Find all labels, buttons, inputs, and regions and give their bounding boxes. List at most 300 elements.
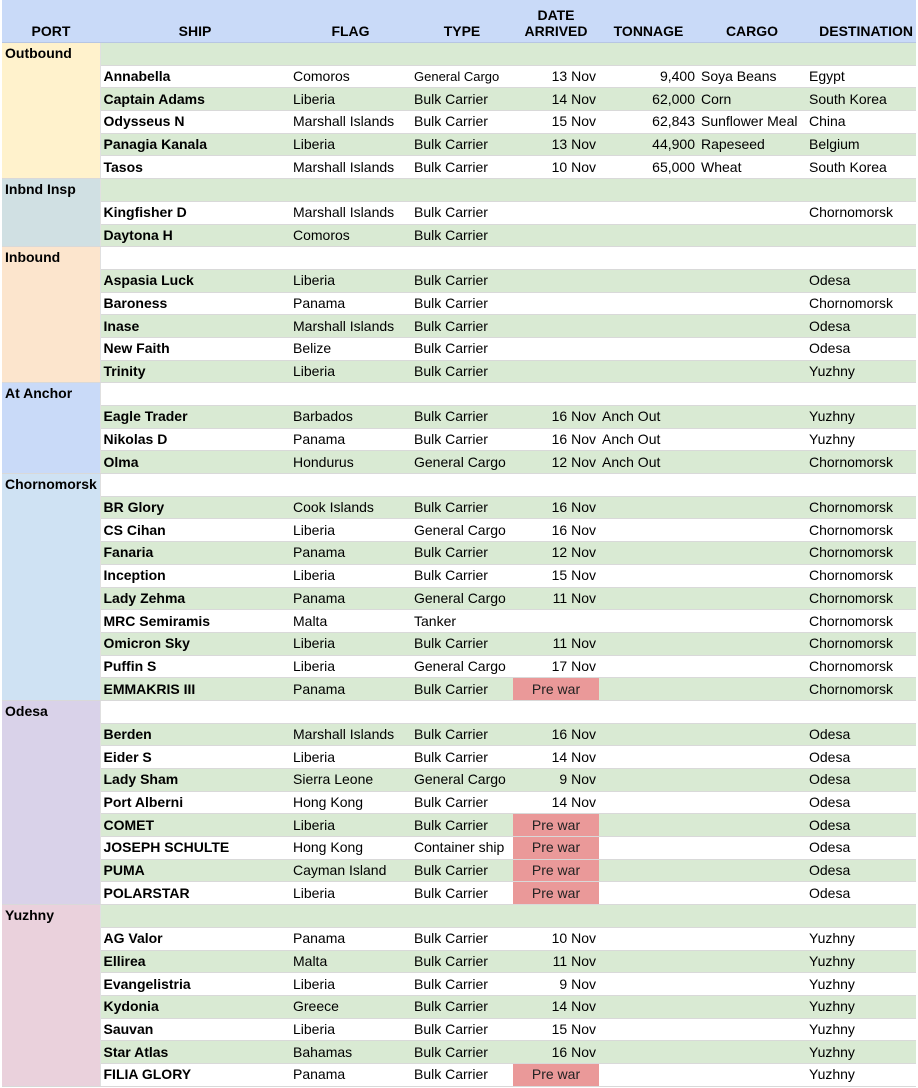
date-arrived-cell[interactable] xyxy=(513,269,599,292)
date-arrived-cell[interactable]: 12 Nov xyxy=(513,542,599,565)
type-cell[interactable]: Bulk Carrier xyxy=(411,746,513,769)
section-spacer-cell[interactable] xyxy=(100,905,916,928)
tonnage-cell[interactable]: 9,400 xyxy=(599,65,698,88)
ship-name-cell[interactable]: Daytona H xyxy=(100,224,290,247)
type-cell[interactable]: Bulk Carrier xyxy=(411,859,513,882)
destination-cell[interactable]: Chornomorsk xyxy=(806,632,916,655)
destination-cell[interactable]: Odesa xyxy=(806,837,916,860)
type-cell[interactable]: Bulk Carrier xyxy=(411,1041,513,1064)
ship-name-cell[interactable]: Odysseus N xyxy=(100,111,290,134)
cargo-cell[interactable] xyxy=(698,224,806,247)
date-arrived-cell[interactable]: 15 Nov xyxy=(513,111,599,134)
ship-name-cell[interactable]: Sauvan xyxy=(100,1018,290,1041)
date-arrived-cell[interactable]: 12 Nov xyxy=(513,451,599,474)
destination-cell[interactable]: Chornomorsk xyxy=(806,678,916,701)
flag-cell[interactable]: Liberia xyxy=(290,269,411,292)
tonnage-cell[interactable] xyxy=(599,746,698,769)
date-arrived-cell[interactable]: 17 Nov xyxy=(513,655,599,678)
cargo-cell[interactable] xyxy=(698,746,806,769)
date-arrived-cell[interactable] xyxy=(513,315,599,338)
col-header-cargo[interactable]: CARGO xyxy=(698,0,806,43)
ship-name-cell[interactable]: Omicron Sky xyxy=(100,632,290,655)
ship-name-cell[interactable]: MRC Semiramis xyxy=(100,610,290,633)
ship-name-cell[interactable]: PUMA xyxy=(100,859,290,882)
destination-cell[interactable]: Odesa xyxy=(806,859,916,882)
date-arrived-cell[interactable] xyxy=(513,337,599,360)
port-group-label[interactable]: Inbnd Insp xyxy=(2,179,100,247)
flag-cell[interactable]: Panama xyxy=(290,927,411,950)
cargo-cell[interactable] xyxy=(698,973,806,996)
date-arrived-cell[interactable] xyxy=(513,610,599,633)
flag-cell[interactable]: Barbados xyxy=(290,406,411,429)
destination-cell[interactable]: Chornomorsk xyxy=(806,292,916,315)
cargo-cell[interactable]: Wheat xyxy=(698,156,806,179)
destination-cell[interactable]: Chornomorsk xyxy=(806,519,916,542)
cargo-cell[interactable] xyxy=(698,655,806,678)
destination-cell[interactable]: Yuzhny xyxy=(806,1041,916,1064)
type-cell[interactable]: Bulk Carrier xyxy=(411,315,513,338)
flag-cell[interactable]: Liberia xyxy=(290,133,411,156)
tonnage-cell[interactable]: Anch Out xyxy=(599,406,698,429)
ship-name-cell[interactable]: COMET xyxy=(100,814,290,837)
type-cell[interactable]: Bulk Carrier xyxy=(411,201,513,224)
tonnage-cell[interactable] xyxy=(599,950,698,973)
cargo-cell[interactable] xyxy=(698,1041,806,1064)
ship-name-cell[interactable]: EMMAKRIS III xyxy=(100,678,290,701)
type-cell[interactable]: Bulk Carrier xyxy=(411,973,513,996)
cargo-cell[interactable] xyxy=(698,360,806,383)
cargo-cell[interactable] xyxy=(698,837,806,860)
flag-cell[interactable]: Bahamas xyxy=(290,1041,411,1064)
ship-name-cell[interactable]: Aspasia Luck xyxy=(100,269,290,292)
flag-cell[interactable]: Marshall Islands xyxy=(290,111,411,134)
cargo-cell[interactable] xyxy=(698,950,806,973)
cargo-cell[interactable] xyxy=(698,315,806,338)
destination-cell[interactable]: Yuzhny xyxy=(806,927,916,950)
date-arrived-cell[interactable]: Pre war xyxy=(513,859,599,882)
destination-cell[interactable]: Chornomorsk xyxy=(806,587,916,610)
flag-cell[interactable]: Belize xyxy=(290,337,411,360)
flag-cell[interactable]: Liberia xyxy=(290,360,411,383)
destination-cell[interactable]: Odesa xyxy=(806,814,916,837)
tonnage-cell[interactable] xyxy=(599,837,698,860)
destination-cell[interactable]: Odesa xyxy=(806,315,916,338)
cargo-cell[interactable] xyxy=(698,927,806,950)
type-cell[interactable]: Bulk Carrier xyxy=(411,428,513,451)
tonnage-cell[interactable] xyxy=(599,973,698,996)
type-cell[interactable]: Container ship xyxy=(411,837,513,860)
type-cell[interactable]: Bulk Carrier xyxy=(411,133,513,156)
col-header-ship[interactable]: SHIP xyxy=(100,0,290,43)
col-header-date-arrived[interactable] xyxy=(513,0,599,43)
type-cell[interactable]: General Cargo xyxy=(411,519,513,542)
col-header-port[interactable]: PORT xyxy=(2,0,100,43)
flag-cell[interactable]: Greece xyxy=(290,995,411,1018)
flag-cell[interactable]: Panama xyxy=(290,428,411,451)
col-header-destination[interactable]: DESTINATION xyxy=(806,0,916,43)
tonnage-cell[interactable] xyxy=(599,927,698,950)
date-arrived-cell[interactable]: 16 Nov xyxy=(513,406,599,429)
ship-name-cell[interactable]: AG Valor xyxy=(100,927,290,950)
date-arrived-cell[interactable]: 14 Nov xyxy=(513,746,599,769)
tonnage-cell[interactable] xyxy=(599,882,698,905)
flag-cell[interactable]: Comoros xyxy=(290,224,411,247)
tonnage-cell[interactable] xyxy=(599,337,698,360)
destination-cell[interactable]: Chornomorsk xyxy=(806,655,916,678)
type-cell[interactable]: Bulk Carrier xyxy=(411,406,513,429)
destination-cell[interactable]: Chornomorsk xyxy=(806,451,916,474)
date-arrived-cell[interactable]: 15 Nov xyxy=(513,1018,599,1041)
date-arrived-cell[interactable]: 10 Nov xyxy=(513,927,599,950)
port-group-label[interactable]: Inbound xyxy=(2,247,100,383)
date-arrived-cell[interactable]: Pre war xyxy=(513,678,599,701)
ship-name-cell[interactable]: Lady Sham xyxy=(100,769,290,792)
tonnage-cell[interactable] xyxy=(599,814,698,837)
tonnage-cell[interactable] xyxy=(599,610,698,633)
cargo-cell[interactable] xyxy=(698,564,806,587)
date-arrived-cell[interactable]: Pre war xyxy=(513,882,599,905)
cargo-cell[interactable] xyxy=(698,1063,806,1086)
flag-cell[interactable]: Liberia xyxy=(290,882,411,905)
tonnage-cell[interactable] xyxy=(599,678,698,701)
section-spacer-cell[interactable] xyxy=(100,43,916,66)
type-cell[interactable]: Bulk Carrier xyxy=(411,292,513,315)
date-arrived-cell[interactable]: 16 Nov xyxy=(513,1041,599,1064)
tonnage-cell[interactable]: 65,000 xyxy=(599,156,698,179)
cargo-cell[interactable] xyxy=(698,496,806,519)
type-cell[interactable]: Bulk Carrier xyxy=(411,496,513,519)
section-spacer-cell[interactable] xyxy=(100,474,916,497)
date-arrived-cell[interactable]: Pre war xyxy=(513,837,599,860)
flag-cell[interactable]: Panama xyxy=(290,1063,411,1086)
flag-cell[interactable]: Cook Islands xyxy=(290,496,411,519)
destination-cell[interactable]: Odesa xyxy=(806,791,916,814)
cargo-cell[interactable] xyxy=(698,814,806,837)
type-cell[interactable]: Bulk Carrier xyxy=(411,927,513,950)
ship-name-cell[interactable]: Lady Zehma xyxy=(100,587,290,610)
date-arrived-cell[interactable]: 16 Nov xyxy=(513,428,599,451)
destination-cell[interactable]: Chornomorsk xyxy=(806,201,916,224)
section-spacer-cell[interactable] xyxy=(100,179,916,202)
tonnage-cell[interactable]: 62,843 xyxy=(599,111,698,134)
flag-cell[interactable]: Liberia xyxy=(290,519,411,542)
destination-cell[interactable]: Belgium xyxy=(806,133,916,156)
destination-cell[interactable]: Odesa xyxy=(806,723,916,746)
flag-cell[interactable]: Cayman Island xyxy=(290,859,411,882)
tonnage-cell[interactable]: 44,900 xyxy=(599,133,698,156)
type-cell[interactable]: General Cargo xyxy=(411,769,513,792)
destination-cell[interactable]: South Korea xyxy=(806,88,916,111)
cargo-cell[interactable]: Sunflower Meal xyxy=(698,111,806,134)
flag-cell[interactable]: Liberia xyxy=(290,88,411,111)
cargo-cell[interactable] xyxy=(698,769,806,792)
tonnage-cell[interactable] xyxy=(599,519,698,542)
destination-cell[interactable]: Odesa xyxy=(806,337,916,360)
type-cell[interactable]: Bulk Carrier xyxy=(411,564,513,587)
ship-name-cell[interactable]: POLARSTAR xyxy=(100,882,290,905)
ship-name-cell[interactable]: Captain Adams xyxy=(100,88,290,111)
type-cell[interactable]: Bulk Carrier xyxy=(411,269,513,292)
flag-cell[interactable]: Malta xyxy=(290,950,411,973)
type-cell[interactable]: Tanker xyxy=(411,610,513,633)
ship-name-cell[interactable]: FILIA GLORY xyxy=(100,1063,290,1086)
date-arrived-cell[interactable]: 9 Nov xyxy=(513,769,599,792)
destination-cell[interactable]: Yuzhny xyxy=(806,950,916,973)
cargo-cell[interactable] xyxy=(698,882,806,905)
tonnage-cell[interactable] xyxy=(599,1063,698,1086)
flag-cell[interactable]: Panama xyxy=(290,678,411,701)
flag-cell[interactable]: Marshall Islands xyxy=(290,201,411,224)
ship-name-cell[interactable]: BR Glory xyxy=(100,496,290,519)
flag-cell[interactable]: Liberia xyxy=(290,973,411,996)
destination-cell[interactable]: Yuzhny xyxy=(806,406,916,429)
ship-name-cell[interactable]: JOSEPH SCHULTE xyxy=(100,837,290,860)
ship-name-cell[interactable]: Tasos xyxy=(100,156,290,179)
cargo-cell[interactable] xyxy=(698,632,806,655)
flag-cell[interactable]: Liberia xyxy=(290,564,411,587)
date-arrived-cell[interactable] xyxy=(513,224,599,247)
cargo-cell[interactable]: Soya Beans xyxy=(698,65,806,88)
date-arrived-cell[interactable]: 11 Nov xyxy=(513,950,599,973)
destination-cell[interactable]: Odesa xyxy=(806,882,916,905)
section-spacer-cell[interactable] xyxy=(100,383,916,406)
flag-cell[interactable]: Marshall Islands xyxy=(290,315,411,338)
ship-name-cell[interactable]: Ellirea xyxy=(100,950,290,973)
date-arrived-cell[interactable]: Pre war xyxy=(513,1063,599,1086)
destination-cell[interactable]: Odesa xyxy=(806,769,916,792)
cargo-cell[interactable] xyxy=(698,428,806,451)
type-cell[interactable]: Bulk Carrier xyxy=(411,882,513,905)
type-cell[interactable]: Bulk Carrier xyxy=(411,950,513,973)
destination-cell[interactable]: Yuzhny xyxy=(806,428,916,451)
cargo-cell[interactable] xyxy=(698,337,806,360)
flag-cell[interactable]: Liberia xyxy=(290,632,411,655)
flag-cell[interactable]: Liberia xyxy=(290,814,411,837)
destination-cell[interactable] xyxy=(806,224,916,247)
destination-cell[interactable]: Yuzhny xyxy=(806,360,916,383)
cargo-cell[interactable] xyxy=(698,1018,806,1041)
tonnage-cell[interactable] xyxy=(599,224,698,247)
flag-cell[interactable]: Comoros xyxy=(290,65,411,88)
type-cell[interactable]: General Cargo xyxy=(411,451,513,474)
cargo-cell[interactable] xyxy=(698,201,806,224)
tonnage-cell[interactable] xyxy=(599,1041,698,1064)
destination-cell[interactable]: Odesa xyxy=(806,269,916,292)
type-cell[interactable]: Bulk Carrier xyxy=(411,995,513,1018)
tonnage-cell[interactable] xyxy=(599,496,698,519)
destination-cell[interactable]: Yuzhny xyxy=(806,1018,916,1041)
flag-cell[interactable]: Marshall Islands xyxy=(290,723,411,746)
tonnage-cell[interactable] xyxy=(599,269,698,292)
table-row xyxy=(2,678,916,701)
tonnage-cell[interactable] xyxy=(599,315,698,338)
destination-cell[interactable]: Chornomorsk xyxy=(806,564,916,587)
cargo-cell[interactable] xyxy=(698,519,806,542)
cargo-cell[interactable]: Corn xyxy=(698,88,806,111)
table-row xyxy=(2,950,916,973)
cargo-cell[interactable] xyxy=(698,791,806,814)
ship-name-cell[interactable]: Panagia Kanala xyxy=(100,133,290,156)
date-arrived-cell[interactable] xyxy=(513,292,599,315)
tonnage-cell[interactable] xyxy=(599,564,698,587)
col-header-type[interactable]: TYPE xyxy=(411,0,513,43)
port-group-label[interactable]: Chornomorsk xyxy=(2,474,100,701)
type-cell[interactable]: General Cargo xyxy=(411,655,513,678)
ship-name-cell[interactable]: Eider S xyxy=(100,746,290,769)
flag-cell[interactable]: Liberia xyxy=(290,746,411,769)
type-cell[interactable]: Bulk Carrier xyxy=(411,542,513,565)
type-cell[interactable]: Bulk Carrier xyxy=(411,791,513,814)
ship-name-cell[interactable]: Olma xyxy=(100,451,290,474)
flag-cell[interactable]: Panama xyxy=(290,587,411,610)
ship-name-cell[interactable]: Eagle Trader xyxy=(100,406,290,429)
table-body xyxy=(2,43,916,1087)
type-cell[interactable]: General Cargo xyxy=(411,65,513,88)
ship-name-cell[interactable]: New Faith xyxy=(100,337,290,360)
cargo-cell[interactable] xyxy=(698,269,806,292)
flag-cell[interactable]: Malta xyxy=(290,610,411,633)
cargo-cell[interactable] xyxy=(698,678,806,701)
date-arrived-cell[interactable]: 16 Nov xyxy=(513,519,599,542)
ship-name-cell[interactable]: CS Cihan xyxy=(100,519,290,542)
port-group-label[interactable]: At Anchor xyxy=(2,383,100,474)
type-cell[interactable]: Bulk Carrier xyxy=(411,224,513,247)
flag-cell[interactable]: Liberia xyxy=(290,655,411,678)
tonnage-cell[interactable]: Anch Out xyxy=(599,451,698,474)
tonnage-cell[interactable] xyxy=(599,587,698,610)
date-arrived-cell[interactable]: 9 Nov xyxy=(513,973,599,996)
type-cell[interactable]: Bulk Carrier xyxy=(411,814,513,837)
type-cell[interactable]: Bulk Carrier xyxy=(411,632,513,655)
cargo-cell[interactable] xyxy=(698,995,806,1018)
type-cell[interactable]: General Cargo xyxy=(411,587,513,610)
port-group-label[interactable]: Yuzhny xyxy=(2,905,100,1087)
destination-cell[interactable]: Chornomorsk xyxy=(806,610,916,633)
tonnage-cell[interactable] xyxy=(599,995,698,1018)
flag-cell[interactable]: Hong Kong xyxy=(290,791,411,814)
tonnage-cell[interactable] xyxy=(599,723,698,746)
cargo-cell[interactable] xyxy=(698,859,806,882)
ship-name-cell[interactable]: Evangelistria xyxy=(100,973,290,996)
tonnage-cell[interactable] xyxy=(599,655,698,678)
cargo-cell[interactable] xyxy=(698,587,806,610)
col-header-flag[interactable]: FLAG xyxy=(290,0,411,43)
date-arrived-cell[interactable]: 16 Nov xyxy=(513,723,599,746)
type-cell[interactable]: Bulk Carrier xyxy=(411,111,513,134)
type-cell[interactable]: Bulk Carrier xyxy=(411,360,513,383)
section-spacer-cell[interactable] xyxy=(100,247,916,270)
flag-cell[interactable]: Marshall Islands xyxy=(290,156,411,179)
tonnage-cell[interactable] xyxy=(599,1018,698,1041)
tonnage-cell[interactable] xyxy=(599,769,698,792)
type-cell[interactable]: Bulk Carrier xyxy=(411,88,513,111)
date-arrived-cell[interactable]: 10 Nov xyxy=(513,156,599,179)
type-cell[interactable]: Bulk Carrier xyxy=(411,678,513,701)
type-cell[interactable]: Bulk Carrier xyxy=(411,1018,513,1041)
ship-name-cell[interactable]: Trinity xyxy=(100,360,290,383)
tonnage-cell[interactable] xyxy=(599,859,698,882)
destination-cell[interactable]: Yuzhny xyxy=(806,995,916,1018)
date-arrived-cell[interactable]: 11 Nov xyxy=(513,632,599,655)
date-arrived-cell[interactable]: 13 Nov xyxy=(513,65,599,88)
date-arrived-cell[interactable] xyxy=(513,201,599,224)
type-cell[interactable]: Bulk Carrier xyxy=(411,723,513,746)
flag-cell[interactable]: Sierra Leone xyxy=(290,769,411,792)
ship-name-cell[interactable]: Fanaria xyxy=(100,542,290,565)
ship-name-cell[interactable]: Inception xyxy=(100,564,290,587)
date-arrived-cell[interactable]: 13 Nov xyxy=(513,133,599,156)
ship-name-cell[interactable]: Kydonia xyxy=(100,995,290,1018)
date-arrived-cell[interactable]: 14 Nov xyxy=(513,88,599,111)
ship-name-cell[interactable]: Star Atlas xyxy=(100,1041,290,1064)
tonnage-cell[interactable] xyxy=(599,542,698,565)
cargo-cell[interactable] xyxy=(698,292,806,315)
tonnage-cell[interactable] xyxy=(599,791,698,814)
table-row xyxy=(2,292,916,315)
date-arrived-cell[interactable] xyxy=(513,360,599,383)
tonnage-cell[interactable] xyxy=(599,292,698,315)
destination-cell[interactable]: Chornomorsk xyxy=(806,542,916,565)
ship-name-cell[interactable]: Berden xyxy=(100,723,290,746)
date-arrived-cell[interactable]: 14 Nov xyxy=(513,791,599,814)
cargo-cell[interactable] xyxy=(698,542,806,565)
destination-cell[interactable]: Yuzhny xyxy=(806,1063,916,1086)
date-arrived-cell[interactable]: 16 Nov xyxy=(513,496,599,519)
destination-cell[interactable]: Egypt xyxy=(806,65,916,88)
date-arrived-cell[interactable]: 15 Nov xyxy=(513,564,599,587)
cargo-cell[interactable] xyxy=(698,451,806,474)
flag-cell[interactable]: Liberia xyxy=(290,1018,411,1041)
date-arrived-cell[interactable]: 14 Nov xyxy=(513,995,599,1018)
date-arrived-cell[interactable]: 11 Nov xyxy=(513,587,599,610)
ship-name-cell[interactable]: Inase xyxy=(100,315,290,338)
port-group-label[interactable]: Outbound xyxy=(2,43,100,179)
destination-cell[interactable]: Chornomorsk xyxy=(806,496,916,519)
tonnage-cell[interactable] xyxy=(599,201,698,224)
tonnage-cell[interactable] xyxy=(599,632,698,655)
flag-cell[interactable]: Hong Kong xyxy=(290,837,411,860)
ship-name-cell[interactable]: Puffin S xyxy=(100,655,290,678)
type-cell[interactable]: Bulk Carrier xyxy=(411,156,513,179)
type-cell[interactable]: Bulk Carrier xyxy=(411,337,513,360)
flag-cell[interactable]: Panama xyxy=(290,292,411,315)
cargo-cell[interactable]: Rapeseed xyxy=(698,133,806,156)
type-cell[interactable]: Bulk Carrier xyxy=(411,1063,513,1086)
destination-cell[interactable]: China xyxy=(806,111,916,134)
cargo-cell[interactable] xyxy=(698,723,806,746)
ship-name-cell[interactable]: Baroness xyxy=(100,292,290,315)
table-row xyxy=(2,837,916,860)
tonnage-cell[interactable]: Anch Out xyxy=(599,428,698,451)
ship-name-cell[interactable]: Annabella xyxy=(100,65,290,88)
cargo-cell[interactable] xyxy=(698,610,806,633)
port-group-label[interactable]: Odesa xyxy=(2,700,100,904)
col-header-tonnage[interactable]: TONNAGE xyxy=(599,0,698,43)
cargo-cell[interactable] xyxy=(698,406,806,429)
ship-name-cell[interactable]: Nikolas D xyxy=(100,428,290,451)
ship-name-cell[interactable]: Port Alberni xyxy=(100,791,290,814)
destination-cell[interactable]: Yuzhny xyxy=(806,973,916,996)
tonnage-cell[interactable] xyxy=(599,360,698,383)
destination-cell[interactable]: South Korea xyxy=(806,156,916,179)
destination-cell[interactable]: Odesa xyxy=(806,746,916,769)
tonnage-cell[interactable]: 62,000 xyxy=(599,88,698,111)
ship-name-cell[interactable]: Kingfisher D xyxy=(100,201,290,224)
flag-cell[interactable]: Hondurus xyxy=(290,451,411,474)
flag-cell[interactable]: Panama xyxy=(290,542,411,565)
section-spacer-cell[interactable] xyxy=(100,700,916,723)
date-arrived-cell[interactable]: Pre war xyxy=(513,814,599,837)
